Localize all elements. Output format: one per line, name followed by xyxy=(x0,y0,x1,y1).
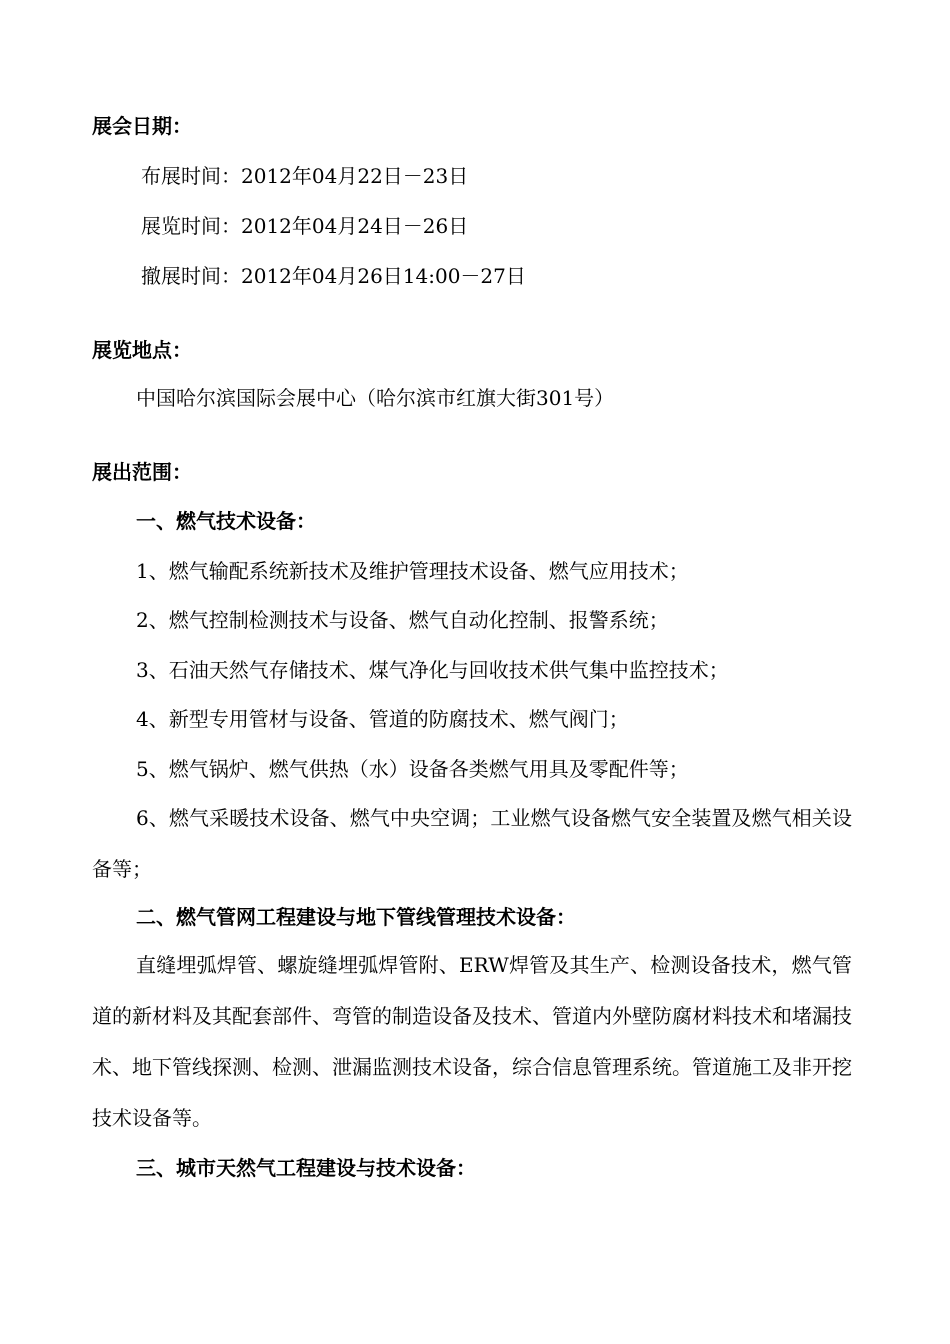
category-2-heading: 二、燃气管网工程建设与地下管线管理技术设备： xyxy=(136,905,576,929)
dismantle-time: 撤展时间：2012年04月26日14:00－27日 xyxy=(141,264,526,288)
category-1-item: 1、燃气输配系统新技术及维护管理技术设备、燃气应用技术； xyxy=(136,559,689,583)
category-3-heading: 三、城市天然气工程建设与技术设备： xyxy=(136,1156,476,1180)
category-1-heading: 一、燃气技术设备： xyxy=(136,509,316,533)
category-1-item: 4、新型专用管材与设备、管道的防腐技术、燃气阀门； xyxy=(136,707,629,731)
scope-heading: 展出范围： xyxy=(92,460,192,484)
setup-time: 布展时间：2012年04月22日－23日 xyxy=(141,164,469,188)
category-1-item: 2、燃气控制检测技术与设备、燃气自动化控制、报警系统； xyxy=(136,608,669,632)
date-heading: 展会日期： xyxy=(92,114,192,138)
category-1-item: 6、燃气采暖技术设备、燃气中央空调；工业燃气设备燃气安全装置及燃气相关设备等； xyxy=(92,806,852,881)
exhibit-time: 展览时间：2012年04月24日－26日 xyxy=(141,214,469,238)
category-1-item: 5、燃气锅炉、燃气供热（水）设备各类燃气用具及零配件等； xyxy=(136,757,689,781)
category-1-item: 3、石油天然气存储技术、煤气净化与回收技术供气集中监控技术； xyxy=(136,658,729,682)
venue-address: 中国哈尔滨国际会展中心（哈尔滨市红旗大街301号） xyxy=(136,386,615,410)
venue-heading: 展览地点： xyxy=(92,338,192,362)
category-2-paragraph: 直缝埋弧焊管、螺旋缝埋弧焊管附、ERW焊管及其生产、检测设备技术，燃气管道的新材料及其配套部件、弯管的制造设备及技术、管道内外壁防腐材料技术和堵漏技术、地下管线探测、检测、泄漏监测技术设备，综合信息管理系统。管道施工及非开挖技术设备等。 xyxy=(92,953,852,1130)
